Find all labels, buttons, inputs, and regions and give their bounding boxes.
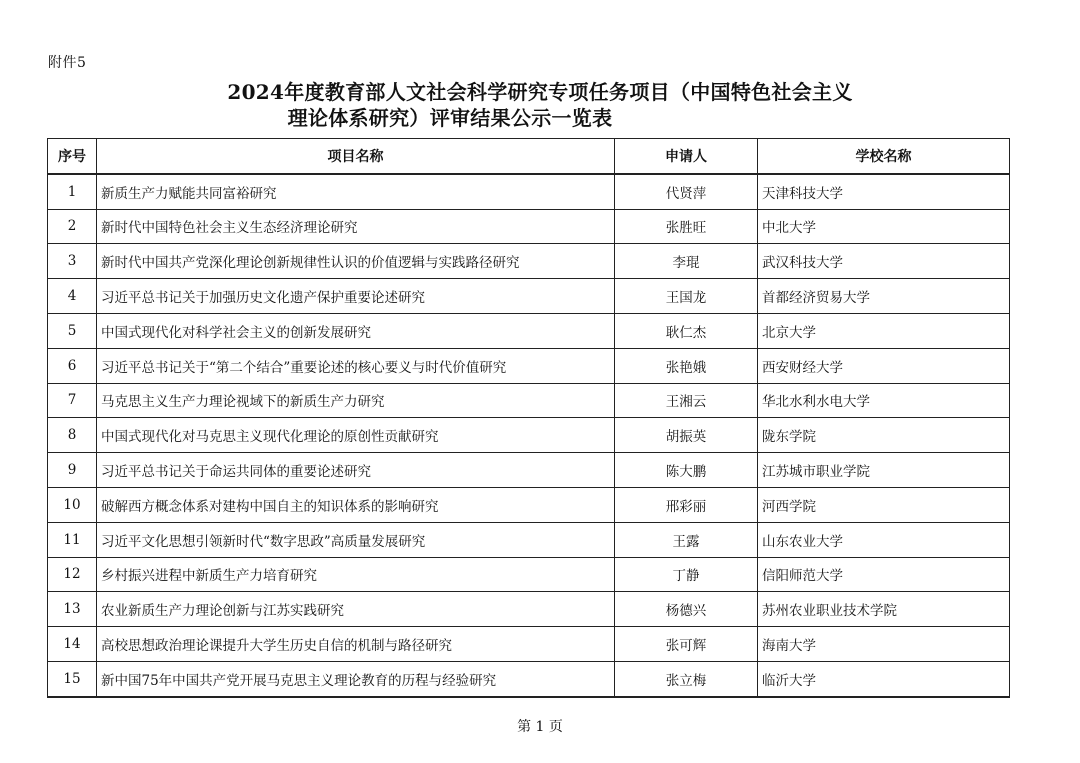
applicant-cell: 张胜旺 [615,209,758,244]
project-name-cell: 农业新质生产力理论创新与江苏实践研究 [97,592,615,627]
school-name-cell: 北京大学 [758,313,1010,348]
row-number-cell: 5 [48,313,97,348]
school-name-cell: 天津科技大学 [758,174,1010,209]
project-name-cell: 新质生产力赋能共同富裕研究 [97,174,615,209]
applicant-cell: 张艳娥 [615,348,758,383]
document-title-line-1: 2024年度教育部人文社会科学研究专项任务项目（中国特色社会主义 [227,80,853,104]
row-number-cell: 4 [48,279,97,314]
row-number-cell: 15 [48,661,97,696]
table-row [48,244,1010,279]
project-name-cell: 新中国75年中国共产党开展马克思主义理论教育的历程与经验研究 [97,661,615,696]
applicant-cell: 代贤萍 [615,174,758,209]
table-row [48,592,1010,627]
row-number-cell: 1 [48,174,97,209]
school-name-cell: 武汉科技大学 [758,244,1010,279]
school-name-cell: 陇东学院 [758,418,1010,453]
school-name-cell: 河西学院 [758,487,1010,522]
applicant-cell: 耿仁杰 [615,313,758,348]
table-row [48,383,1010,418]
applicant-cell: 张立梅 [615,661,758,696]
row-number-cell: 8 [48,418,97,453]
row-number-cell: 2 [48,209,97,244]
column-header-number: 序号 [48,139,97,174]
applicant-cell: 张可辉 [615,627,758,662]
table-row [48,487,1010,522]
column-header-applicant: 申请人 [615,139,758,174]
row-number-cell: 3 [48,244,97,279]
school-name-cell: 首都经济贸易大学 [758,279,1010,314]
row-number-cell: 14 [48,627,97,662]
row-number-cell: 6 [48,348,97,383]
applicant-cell: 李琨 [615,244,758,279]
row-number-cell: 9 [48,453,97,488]
applicant-cell: 王露 [615,522,758,557]
table-row [48,627,1010,662]
applicant-cell: 王湘云 [615,383,758,418]
project-name-cell: 破解西方概念体系对建构中国自主的知识体系的影响研究 [97,487,615,522]
school-name-cell: 西安财经大学 [758,348,1010,383]
page-number: 第 1 页 [517,719,563,735]
project-name-cell: 习近平总书记关于命运共同体的重要论述研究 [97,453,615,488]
applicant-cell: 丁静 [615,557,758,592]
school-name-cell: 海南大学 [758,627,1010,662]
row-number-cell: 7 [48,383,97,418]
attachment-label: 附件5 [48,55,87,71]
document-title-line-2: 理论体系研究）评审结果公示一览表 [287,106,613,130]
school-name-cell: 信阳师范大学 [758,557,1010,592]
project-name-cell: 高校思想政治理论课提升大学生历史自信的机制与路径研究 [97,627,615,662]
row-number-cell: 11 [48,522,97,557]
column-header-school: 学校名称 [758,139,1010,174]
table-row [48,313,1010,348]
table-row [48,174,1010,209]
project-name-cell: 习近平总书记关于加强历史文化遗产保护重要论述研究 [97,279,615,314]
row-number-cell: 12 [48,557,97,592]
project-name-cell: 马克思主义生产力理论视域下的新质生产力研究 [97,383,615,418]
school-name-cell: 苏州农业职业技术学院 [758,592,1010,627]
project-name-cell: 乡村振兴进程中新质生产力培育研究 [97,557,615,592]
project-name-cell: 中国式现代化对科学社会主义的创新发展研究 [97,313,615,348]
school-name-cell: 中北大学 [758,209,1010,244]
table-row [48,279,1010,314]
school-name-cell: 山东农业大学 [758,522,1010,557]
row-number-cell: 10 [48,487,97,522]
project-name-cell: 新时代中国共产党深化理论创新规律性认识的价值逻辑与实践路径研究 [97,244,615,279]
applicant-cell: 胡振英 [615,418,758,453]
table-body [48,174,1010,697]
school-name-cell: 江苏城市职业学院 [758,453,1010,488]
school-name-cell: 华北水利水电大学 [758,383,1010,418]
project-name-cell: 新时代中国特色社会主义生态经济理论研究 [97,209,615,244]
table-row [48,418,1010,453]
table-row [48,661,1010,696]
table-row [48,209,1010,244]
results-table [47,138,1010,698]
column-header-project-name: 项目名称 [97,139,615,174]
applicant-cell: 王国龙 [615,279,758,314]
table-row [48,557,1010,592]
table-header-row [48,139,1010,174]
project-name-cell: 习近平总书记关于“第二个结合”重要论述的核心要义与时代价值研究 [97,348,615,383]
school-name-cell: 临沂大学 [758,661,1010,696]
row-number-cell: 13 [48,592,97,627]
table-row [48,453,1010,488]
table-row [48,348,1010,383]
applicant-cell: 杨德兴 [615,592,758,627]
applicant-cell: 邢彩丽 [615,487,758,522]
applicant-cell: 陈大鹏 [615,453,758,488]
project-name-cell: 中国式现代化对马克思主义现代化理论的原创性贡献研究 [97,418,615,453]
table-row [48,522,1010,557]
project-name-cell: 习近平文化思想引领新时代“数字思政”高质量发展研究 [97,522,615,557]
